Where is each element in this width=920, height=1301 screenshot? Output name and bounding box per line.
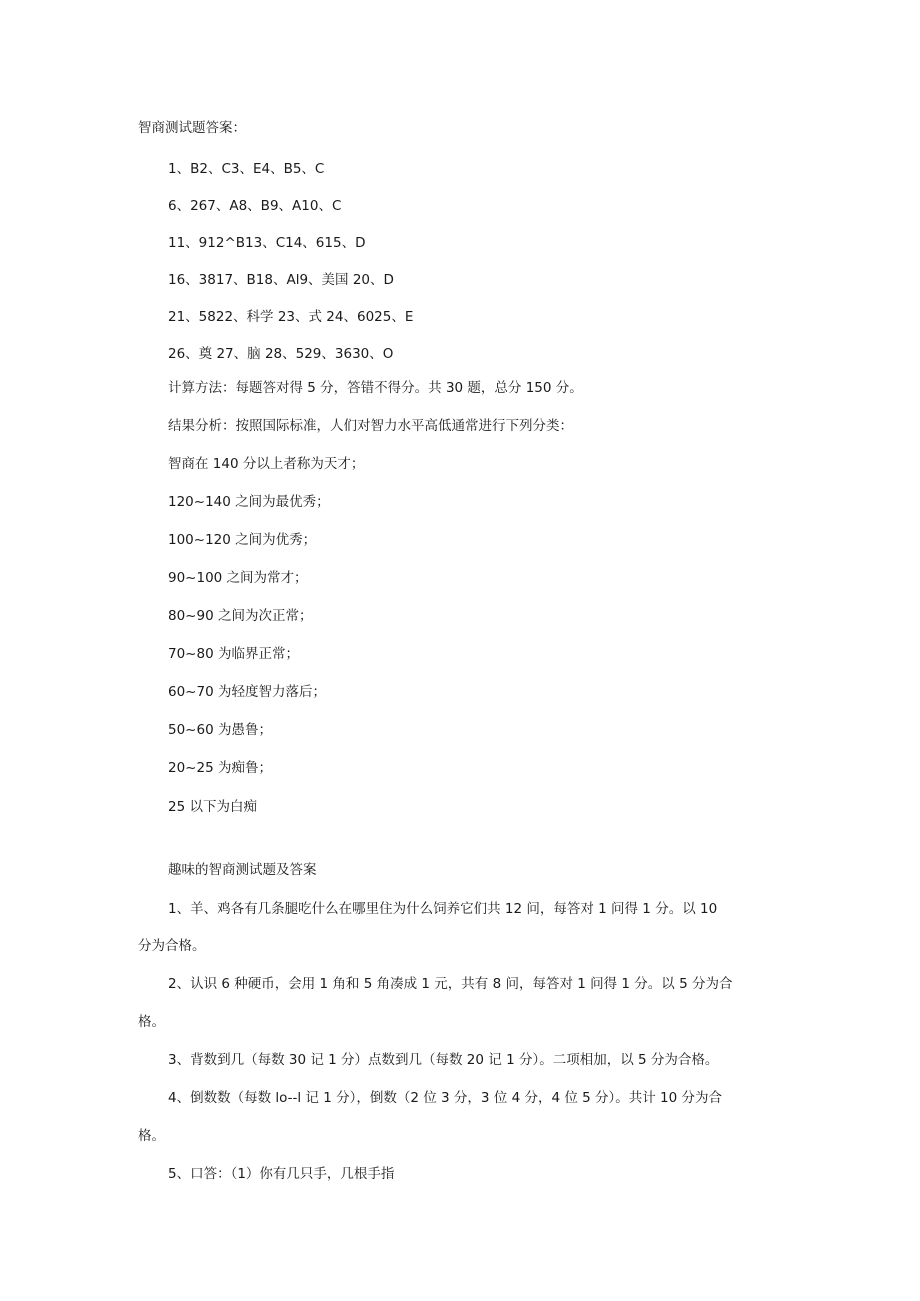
result-analysis: 结果分析：按照国际标准，人们对智力水平高低通常进行下列分类： <box>168 418 573 434</box>
iq-level: 90~100 之间为常才； <box>168 570 308 586</box>
iq-level: 100~120 之间为优秀； <box>168 532 317 548</box>
scoring-method: 计算方法：每题答对得 5 分，答错不得分。共 30 题，总分 150 分。 <box>168 380 583 396</box>
question-item-line: 3、背数到几（每数 30 记 1 分）点数到几（每数 20 记 1 分）。二项相加，以 5 分为合格。 <box>168 1052 719 1068</box>
answer-line: 16、3817、B18、Al9、美国 20、D <box>168 272 394 288</box>
answer-line: 6、267、A8、B9、A10、C <box>168 198 342 214</box>
answer-line: 26、奠 27、脑 28、529、3630、O <box>168 346 394 362</box>
iq-level: 60~70 为轻度智力落后； <box>168 684 326 700</box>
iq-level: 智商在 140 分以上者称为天才； <box>168 456 365 472</box>
answer-line: 1、B2、C3、E4、B5、C <box>168 161 325 177</box>
iq-level: 80~90 之间为次正常； <box>168 608 313 624</box>
iq-level: 25 以下为白痴 <box>168 799 257 815</box>
iq-level: 70~80 为临界正常； <box>168 646 299 662</box>
question-item-continuation: 格。 <box>138 1128 165 1144</box>
question-item-continuation: 分为合格。 <box>138 938 206 954</box>
answer-line: 11、912^B13、C14、615、D <box>168 235 366 251</box>
question-item-line: 4、倒数数（每数 lo--l 记 1 分），倒数（2 位 3 分，3 位 4 分，4 位 5 分）。共计 10 分为合 <box>168 1090 723 1106</box>
iq-level: 50~60 为愚鲁； <box>168 722 272 738</box>
answer-line: 21、5822、科学 23、式 24、6025、E <box>168 309 414 325</box>
fun-test-heading: 趣味的智商测试题及答案 <box>168 862 317 878</box>
iq-level: 20~25 为痴鲁； <box>168 760 272 776</box>
question-item-line: 5、口答：（1）你有几只手，几根手指 <box>168 1166 395 1182</box>
answers-heading: 智商测试题答案： <box>138 120 246 136</box>
question-item-continuation: 格。 <box>138 1014 165 1030</box>
iq-level: 120~140 之间为最优秀； <box>168 494 330 510</box>
question-item-line: 2、认识 6 种硬币，会用 1 角和 5 角凑成 1 元，共有 8 问，每答对 1 问得 1 分。以 5 分为合 <box>168 976 733 992</box>
question-item-line: 1、羊、鸡各有几条腿吃什么在哪里住为什么饲养它们共 12 问，每答对 1 问得 1 分。以 10 <box>168 901 718 917</box>
